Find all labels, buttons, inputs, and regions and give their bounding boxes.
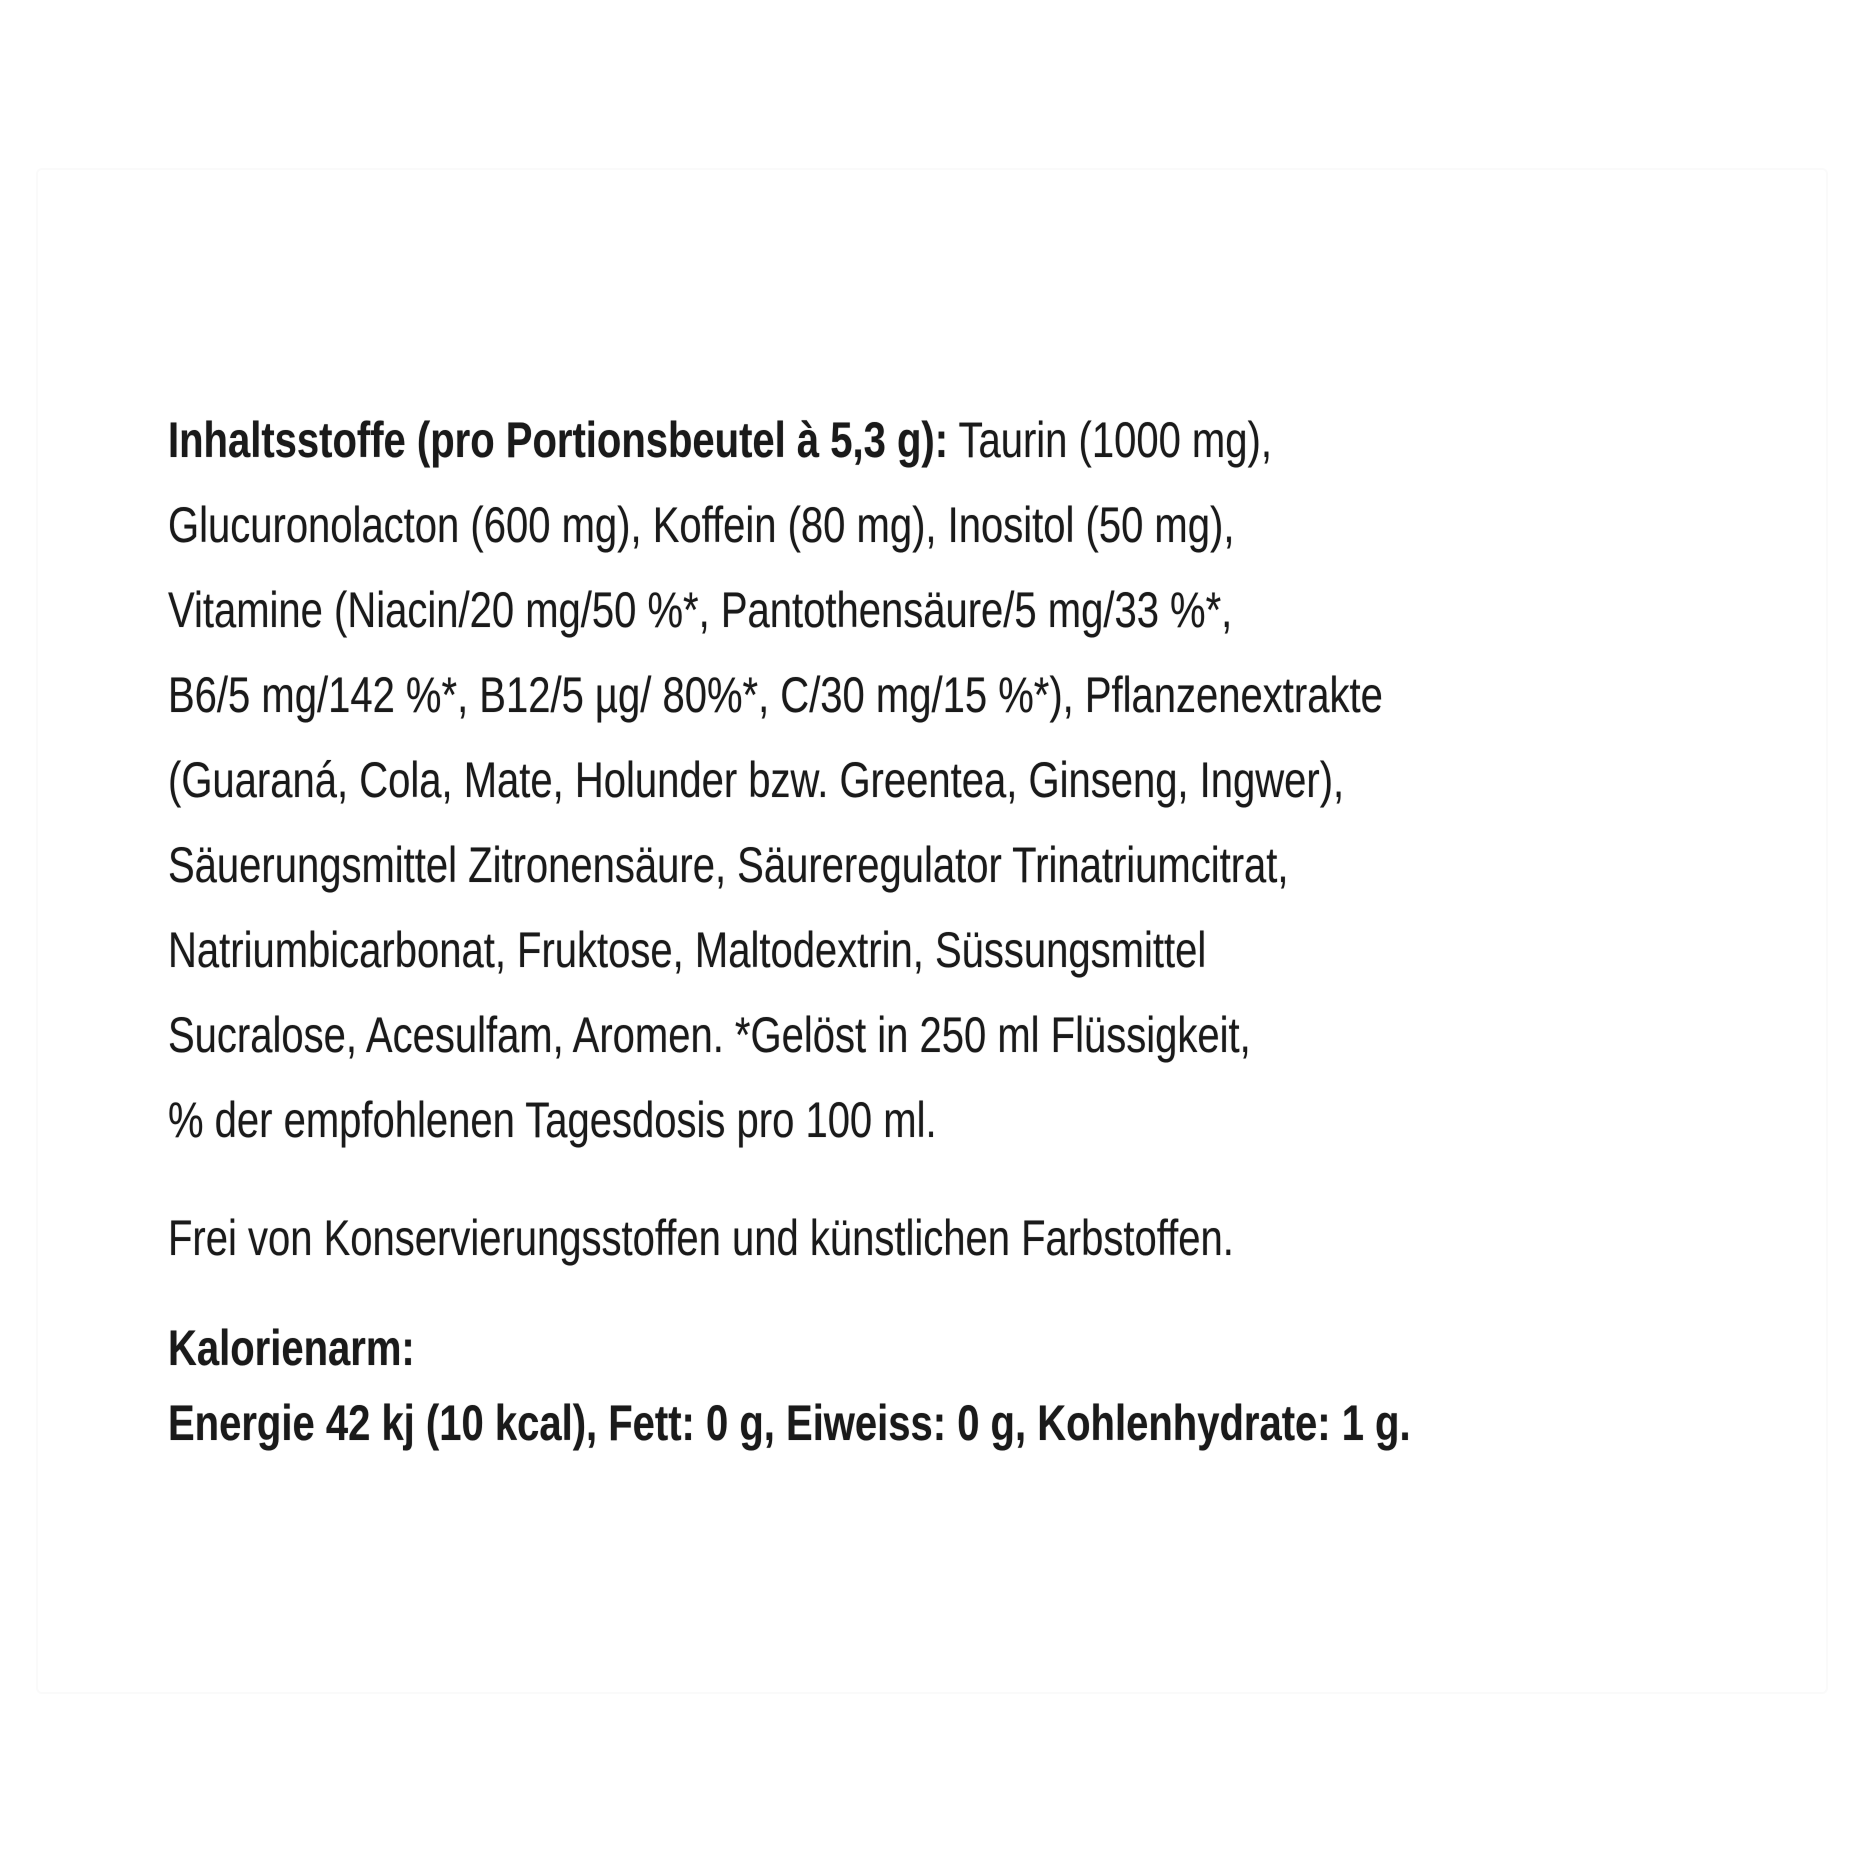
ingredients-line-7: Natriumbicarbonat, Fruktose, Maltodextrin, Süssungsmittel (168, 922, 1207, 978)
ingredients-line-5: (Guaraná, Cola, Mate, Holunder bzw. Greentea, Ginseng, Ingwer), (168, 752, 1345, 808)
ingredients-heading-rest: Taurin (1000 mg), (948, 412, 1272, 468)
ingredients-paragraph (168, 398, 1848, 1163)
claim-line: Frei von Konservierungsstoffen und künstlichen Farbstoffen. (168, 1210, 1234, 1266)
ingredients-line-8: Sucralose, Acesulfam, Aromen. *Gelöst in 250 ml Flüssigkeit, (168, 1007, 1251, 1063)
ingredients-line-4: B6/5 mg/142 %*, B12/5 µg/ 80%*, C/30 mg/15 %*), Pflanzenextrakte (168, 667, 1383, 723)
ingredients-heading: Inhaltsstoffe (pro Portionsbeutel à 5,3 g): (168, 412, 949, 468)
preservative-free-claim (168, 1196, 1848, 1281)
nutrition-facts (168, 1311, 1848, 1461)
ingredients-line-6: Säuerungsmittel Zitronensäure, Säureregulator Trinatriumcitrat, (168, 837, 1289, 893)
ingredients-line-2: Glucuronolacton (600 mg), Koffein (80 mg), Inositol (50 mg), (168, 497, 1235, 553)
product-description-text (168, 398, 1848, 1461)
ingredients-line-1 (168, 398, 1848, 483)
nutrition-heading: Kalorienarm: (168, 1320, 415, 1376)
ingredients-line-9: % der empfohlenen Tagesdosis pro 100 ml. (168, 1092, 937, 1148)
ingredients-line-3: Vitamine (Niacin/20 mg/50 %*, Pantothensäure/5 mg/33 %*, (168, 582, 1233, 638)
nutrition-energy-line: Energie 42 kj (10 kcal), Fett: 0 g, Eiweiss: 0 g, Kohlenhydrate: 1 g. (168, 1395, 1411, 1451)
